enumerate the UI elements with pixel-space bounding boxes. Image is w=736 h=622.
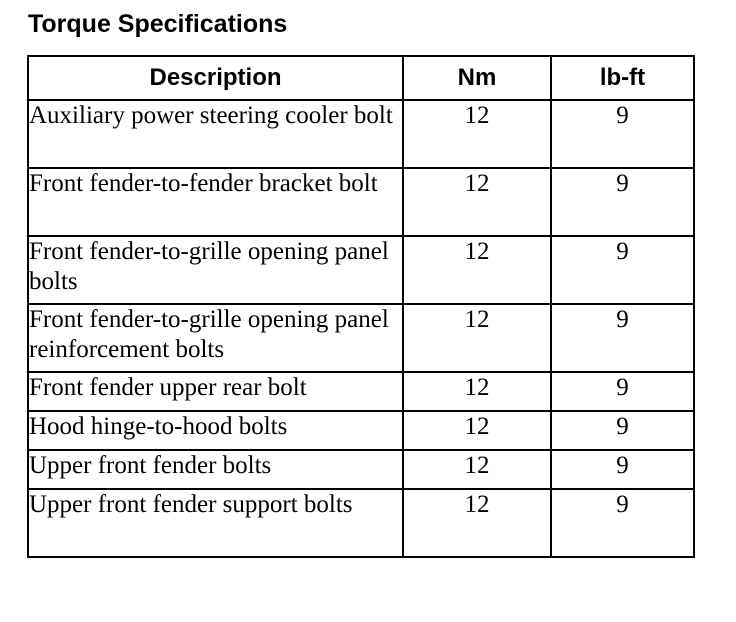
table-row (28, 489, 694, 557)
table-row (28, 100, 694, 168)
table-row (28, 304, 694, 372)
nm-cell: 12 (403, 236, 551, 304)
description-cell: Front fender-to-grille opening panel reinforcement bolts (28, 304, 403, 372)
column-header-description: Description (28, 56, 403, 100)
table-row (28, 372, 694, 411)
description-cell: Front fender upper rear bolt (28, 372, 403, 411)
torque-spec-table (27, 55, 695, 558)
lbft-cell: 9 (551, 489, 694, 557)
nm-cell: 12 (403, 100, 551, 168)
column-header-nm: Nm (403, 56, 551, 100)
column-header-lbft: lb-ft (551, 56, 694, 100)
description-cell: Upper front fender bolts (28, 450, 403, 489)
lbft-cell: 9 (551, 372, 694, 411)
nm-cell: 12 (403, 372, 551, 411)
table-row (28, 450, 694, 489)
nm-cell: 12 (403, 489, 551, 557)
page-title: Torque Specifications (28, 10, 288, 38)
nm-cell: 12 (403, 450, 551, 489)
description-cell: Front fender-to-fender bracket bolt (28, 168, 403, 236)
lbft-cell: 9 (551, 100, 694, 168)
nm-cell: 12 (403, 168, 551, 236)
lbft-cell: 9 (551, 236, 694, 304)
nm-cell: 12 (403, 304, 551, 372)
description-cell: Front fender-to-grille opening panel bolts (28, 236, 403, 304)
lbft-cell: 9 (551, 304, 694, 372)
table-row (28, 236, 694, 304)
table-row (28, 168, 694, 236)
lbft-cell: 9 (551, 168, 694, 236)
header-row (28, 56, 694, 100)
lbft-cell: 9 (551, 450, 694, 489)
lbft-cell: 9 (551, 411, 694, 450)
description-cell: Upper front fender support bolts (28, 489, 403, 557)
description-cell: Auxiliary power steering cooler bolt (28, 100, 403, 168)
description-cell: Hood hinge-to-hood bolts (28, 411, 403, 450)
table-row (28, 411, 694, 450)
nm-cell: 12 (403, 411, 551, 450)
